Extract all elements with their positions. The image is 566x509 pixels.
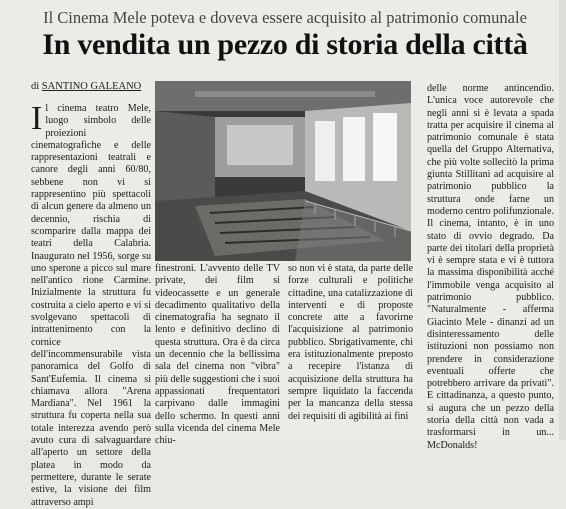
drop-cap: I bbox=[31, 100, 43, 137]
byline-prefix: di bbox=[31, 81, 42, 92]
column-3-text: so non vi è stata, da parte delle forze culturali e politiche cittadine, una catalizzazione di interventi e di proposte concrete atte a favorirne l'acquisizione al patrimonio pubblico. Sbrigativamente, chi era istituzionalmente preposto a recepire l'istanza di acquisizione della struttura ha sempre liquidato la faccenda per la mancanza della stessa dei requisiti di agibilità ai fini bbox=[288, 263, 413, 422]
column-2-text: finestroni. L'avvento delle TV private, dei film si videocassette e un generale decadimento qualitativo della cinematografia ha segnato il lento e definitivo declino di questa struttura. Ora è da circa un decennio che la bellissima sala del cinema non "vibra" più delle suggestioni che i suoi appassionati frequentatori carpivano dalle immagini dello schermo. In questi anni sulla vicenda del cinema Mele chiu- bbox=[155, 263, 280, 447]
article-headline: In vendita un pezzo di storia della città bbox=[42, 28, 528, 61]
article-column-1 bbox=[31, 100, 151, 509]
column-4-text: delle norme antincendio. L'unica voce autorevole che negli anni si è levata a spada tratta per acquisire il cinema al patrimonio comunale è stata quella del Gruppo Alternativa, che più volte sollecitò la prima giunta Stillitani ad acquisire al patrimonio pubblico la struttura onde farne un moderno centro polifunzionale. Il cinema, intanto, è in uno stato di ovvio degrado. Da parte dei titolari della proprietà vi è sempre stata e vi è tuttora la massima disponibilità acché l'immobile venga acquisito al patrimonio pubblico. "Naturalmente - afferma Giacinto Mele - dinanzi ad un disinteressamento delle istituzioni non possiamo non prendere in considerazione eventuali offerte che potrebbero arrivare da privati". E cittadinanza, a questo punto, si augura che un pezzo della storia della città non vada a trasformarsi in un... McDonalds! bbox=[427, 83, 554, 451]
article-column-3 bbox=[288, 263, 413, 423]
cinema-interior-photo bbox=[155, 81, 411, 261]
article-byline bbox=[31, 81, 141, 92]
article-kicker: Il Cinema Mele poteva e doveva essere acquisito al patrimonio comunale bbox=[43, 8, 527, 27]
article-column-2 bbox=[155, 263, 280, 447]
adjacent-page-edge bbox=[559, 0, 566, 440]
column-1-text: l cinema teatro Mele, luogo simbolo delle proiezioni cinematografiche e delle rappresentazioni teatrali e canore degli anni 60/80, sebbene non vi si rappresentino più spettacoli di alcun genere da almeno un decennio, rischia di scomparire dalla mappa dei teatri della Calabria. Inaugurato nel 1956, sorge su uno sperone a picco sul mare nell'antico rione Carmine. Inizialmente la struttura fu costruita a cielo aperto e vi si svolgevano spettacoli di intrattenimento con la cornice dell'incommensurabile vista panoramica del Golfo di Sant'Eufemia. Il cinema si chiamava allora "Arena Mardiana". Nel 1961 la struttura fu coperta nella sua totale interezza avendo però avuto cura di salvaguardare all'aperto un settore della platea in modo da permettere, durante le serate estive, la visione dei film attraverso ampi bbox=[31, 103, 151, 508]
article-column-4 bbox=[427, 83, 554, 452]
byline-author: SANTINO GALEANO bbox=[41, 81, 142, 92]
